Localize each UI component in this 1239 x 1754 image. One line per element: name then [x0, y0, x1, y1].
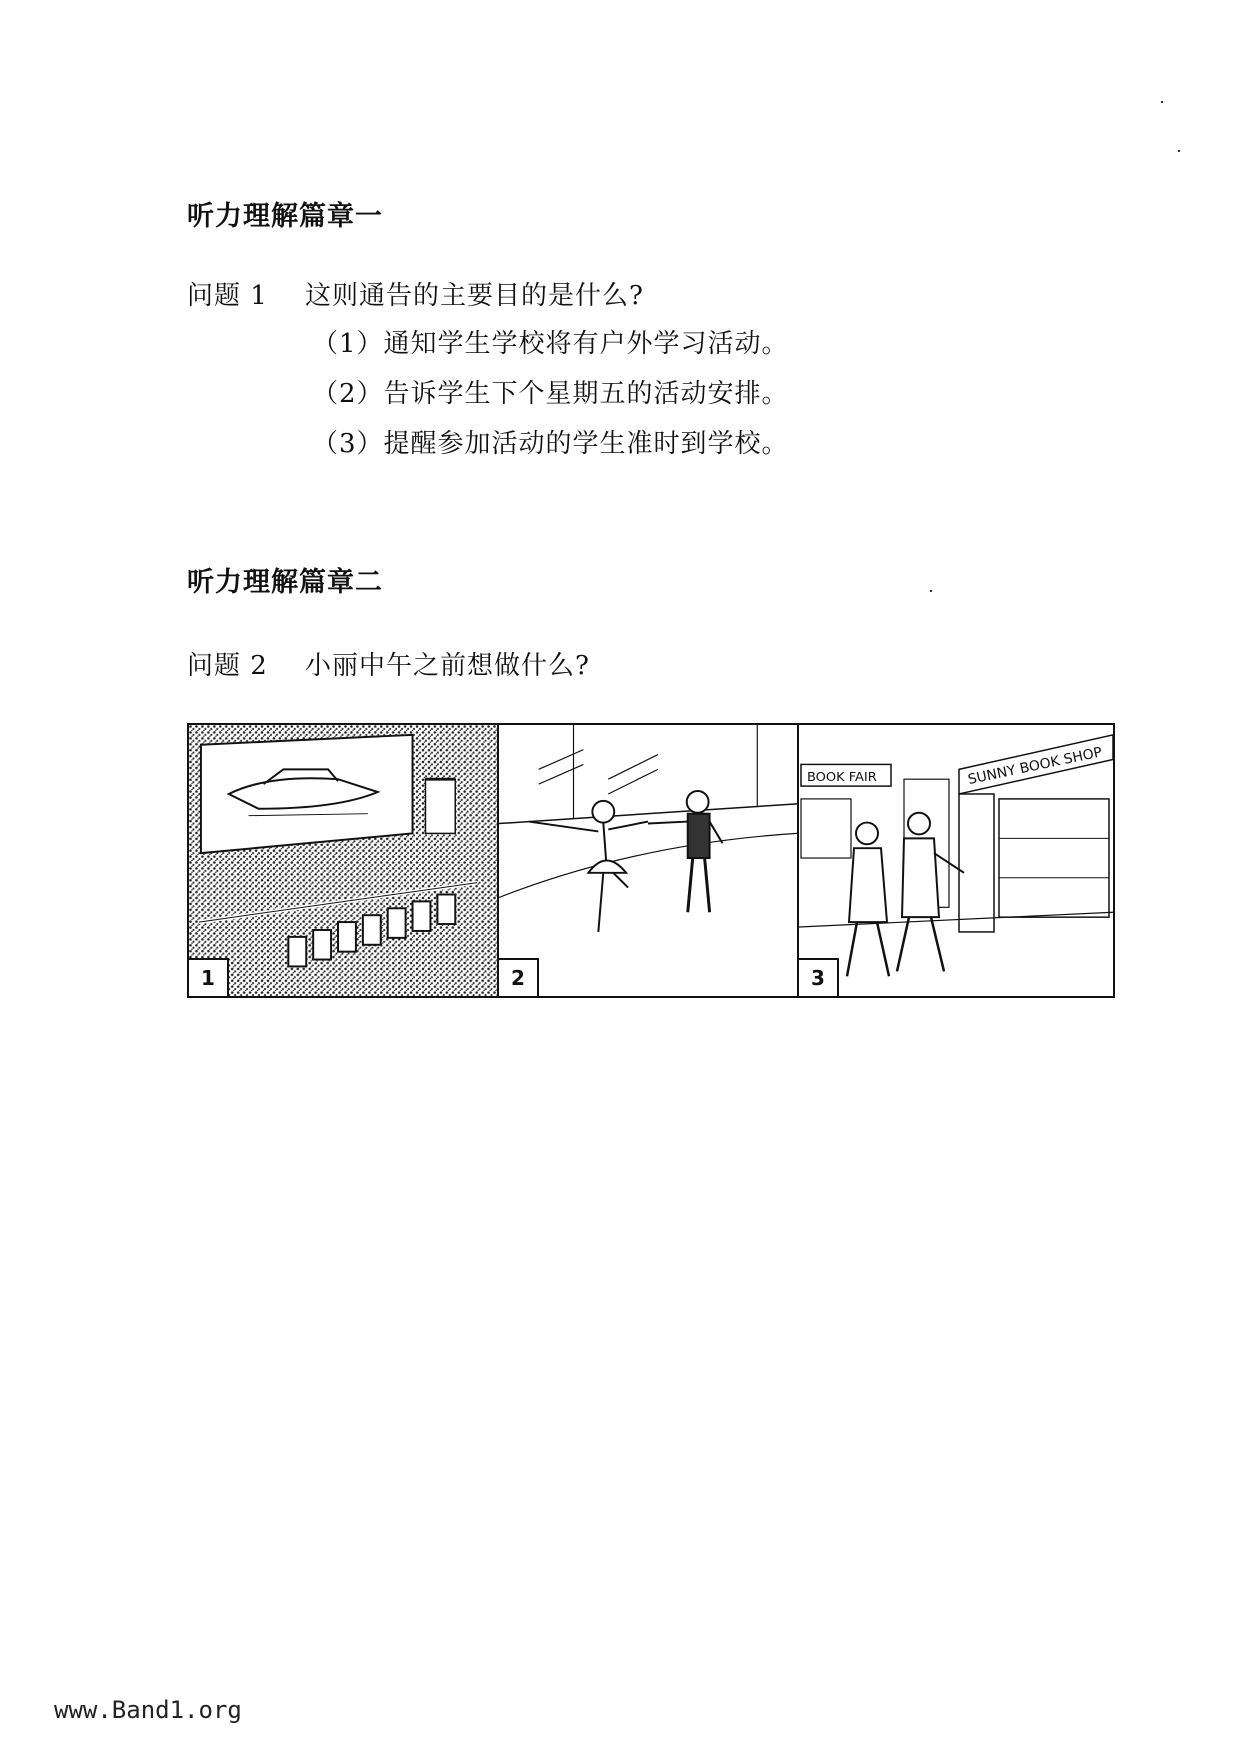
panel-number: 1 — [189, 958, 229, 996]
picture-options — [187, 723, 1115, 998]
scan-dot — [1178, 150, 1180, 152]
footer-url[interactable]: www.Band1.org — [54, 1696, 242, 1724]
scan-dot — [1161, 101, 1163, 103]
question-1-number: 问题 1 — [187, 281, 268, 311]
panel-number: 2 — [499, 958, 539, 996]
question-2-text: 小丽中午之前想做什么? — [305, 651, 590, 681]
option-3[interactable]: （3）提醒参加活动的学生准时到学校。 — [312, 429, 789, 459]
dance-illustration — [499, 725, 797, 996]
question-1-text: 这则通告的主要目的是什么? — [305, 281, 644, 311]
cinema-illustration — [189, 725, 497, 996]
question-2 — [187, 645, 590, 682]
panel-number: 3 — [799, 958, 839, 996]
section2-heading: 听力理解篇章二 — [187, 567, 383, 598]
picture-panel-bookshop[interactable] — [799, 725, 1113, 996]
option-1[interactable]: （1）通知学生学校将有户外学习活动。 — [312, 329, 789, 359]
shop-sign: SUNNY BOOK SHOP — [966, 744, 1104, 789]
section1-heading: 听力理解篇章一 — [187, 201, 383, 232]
option-2[interactable]: （2）告诉学生下个星期五的活动安排。 — [312, 379, 789, 409]
scan-dot — [930, 590, 932, 592]
question-2-number: 问题 2 — [187, 651, 268, 681]
question-1 — [187, 275, 644, 312]
bookshop-illustration — [799, 725, 1113, 996]
picture-panel-cinema[interactable] — [189, 725, 499, 996]
book-fair-sign: BOOK FAIR — [807, 770, 877, 786]
picture-panel-dance[interactable] — [499, 725, 799, 996]
